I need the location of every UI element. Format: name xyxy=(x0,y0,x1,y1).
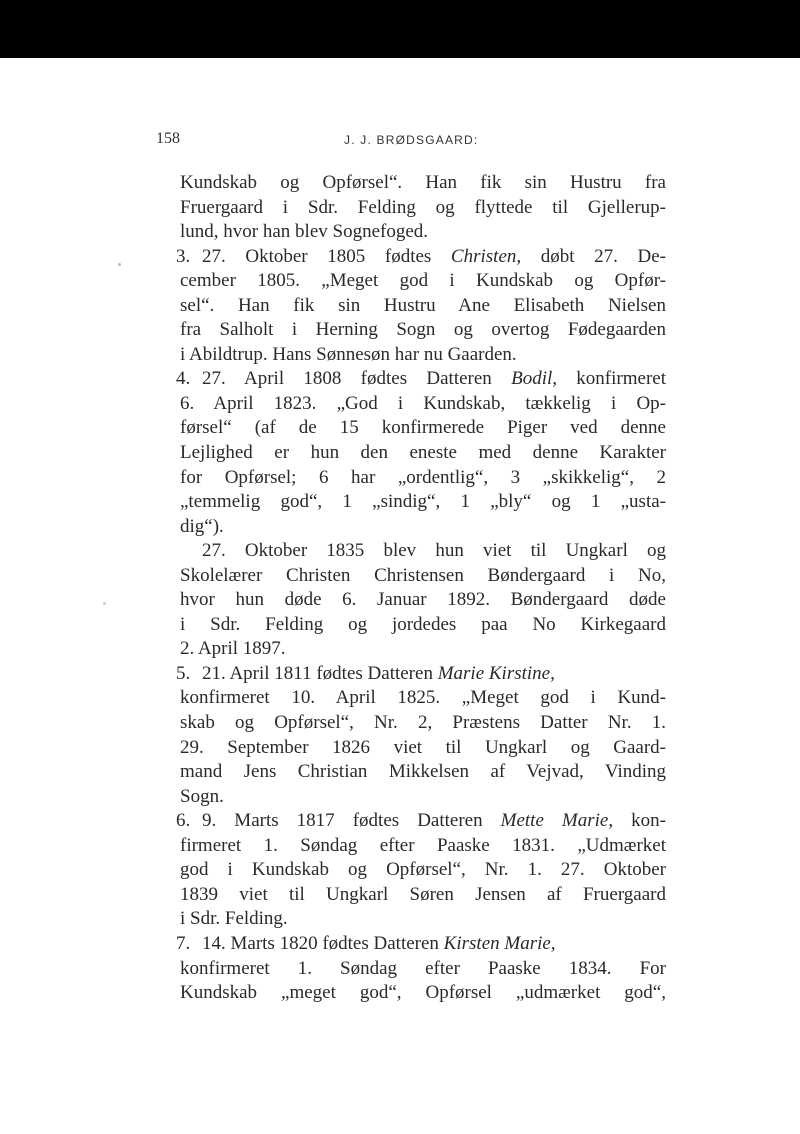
text-line: Skolelærer Christen Christensen Bøndergaard i No, xyxy=(180,564,666,586)
body-text xyxy=(176,171,666,1006)
text-line: i Sdr. Felding og jordedes paa No Kirkegaard xyxy=(180,613,666,635)
page-header xyxy=(0,130,800,154)
text-line: Fruergaard i Sdr. Felding og flyttede til Gjellerup- xyxy=(180,196,666,218)
name-italic: Marie Kirstine, xyxy=(437,662,555,684)
text-line: Sogn. xyxy=(180,785,224,807)
text-line: Kundskab og Opførsel“. Han fik sin Hustru fra xyxy=(180,172,666,193)
text-line xyxy=(176,932,666,957)
text-line: mand Jens Christian Mikkelsen af Vejvad, Vinding xyxy=(180,761,666,783)
text-line: Kundskab „meget god“, Opførsel „udmærket god“, xyxy=(180,982,666,1004)
line-text: 9. Marts 1817 fødtes Datteren xyxy=(202,810,501,832)
text-line: 2. April 1897. xyxy=(180,638,286,660)
text-line: 27. Oktober 1835 blev hun viet til Ungkarl og xyxy=(202,540,666,562)
item-number: 3. xyxy=(176,245,191,267)
scan-speck xyxy=(103,602,106,605)
line-text: 27. April 1808 fødtes Datteren xyxy=(202,368,512,390)
text-line: 6. April 1823. „God i Kundskab, tækkelig i Op- xyxy=(180,392,666,414)
text-line xyxy=(176,367,666,392)
line-text: 21. April 1811 fødtes Datteren xyxy=(202,662,438,684)
text-line: konfirmeret 10. April 1825. „Meget god i Kund- xyxy=(180,687,666,709)
text-line: konfirmeret 1. Søndag efter Paaske 1834. For xyxy=(180,957,666,979)
text-line: firmeret 1. Søndag efter Paaske 1831. „Udmærket xyxy=(180,834,666,856)
text-line: cember 1805. „Meget god i Kundskab og Opfør- xyxy=(180,270,666,292)
name-italic: Christen, xyxy=(450,245,522,267)
text-line: i Abildtrup. Hans Sønnesøn har nu Gaarden. xyxy=(180,343,517,365)
item-number: 5. xyxy=(176,662,191,684)
text-line: førsel“ (af de 15 konfirmerede Piger ved denne xyxy=(180,417,666,439)
text-line xyxy=(176,245,666,270)
text-line: 1839 viet til Ungkarl Søren Jensen af Fruergaard xyxy=(180,883,666,905)
name-italic: Mette Marie, xyxy=(500,810,614,832)
text-line: dig“). xyxy=(180,515,224,537)
top-black-band xyxy=(0,0,800,58)
item-number: 4. xyxy=(176,368,191,390)
text-line: lund, hvor han blev Sognefoged. xyxy=(180,221,429,243)
text-line: 29. September 1826 viet til Ungkarl og Gaard- xyxy=(180,736,666,758)
text-line: god i Kundskab og Opførsel“, Nr. 1. 27. Oktober xyxy=(180,859,666,881)
scan-speck xyxy=(118,263,121,266)
text-line: sel“. Han fik sin Hustru Ane Elisabeth Nielsen xyxy=(180,294,666,316)
text-line: fra Salholt i Herning Sogn og overtog Fødegaarden xyxy=(180,319,666,341)
text-line xyxy=(176,809,666,834)
item-number: 6. xyxy=(176,810,191,832)
text-line xyxy=(176,662,666,687)
line-text-after: kon- xyxy=(613,810,666,832)
line-text: 14. Marts 1820 fødtes Datteren xyxy=(202,932,444,954)
text-line: i Sdr. Felding. xyxy=(180,908,288,930)
page-number: 158 xyxy=(156,130,180,147)
name-italic: Bodil, xyxy=(511,368,558,390)
line-text: 27. Oktober 1805 fødtes xyxy=(202,245,451,267)
text-line: skab og Opførsel“, Nr. 2, Præstens Datter Nr. 1. xyxy=(180,712,666,734)
name-italic: Kirsten Marie, xyxy=(443,932,556,954)
text-line: Lejlighed er hun den eneste med denne Karakter xyxy=(180,442,666,464)
text-line: „temmelig god“, 1 „sindig“, 1 „bly“ og 1 „usta- xyxy=(180,491,666,513)
line-text-after: konfirmeret xyxy=(557,368,666,390)
running-head: J. J. BRØDSGAARD: xyxy=(344,133,479,147)
text-line: for Opførsel; 6 har „ordentlig“, 3 „skikkelig“, 2 xyxy=(180,466,666,488)
line-text-after: døbt 27. De- xyxy=(521,245,666,267)
item-number: 7. xyxy=(176,932,191,954)
text-line: hvor hun døde 6. Januar 1892. Bøndergaard døde xyxy=(180,589,666,611)
